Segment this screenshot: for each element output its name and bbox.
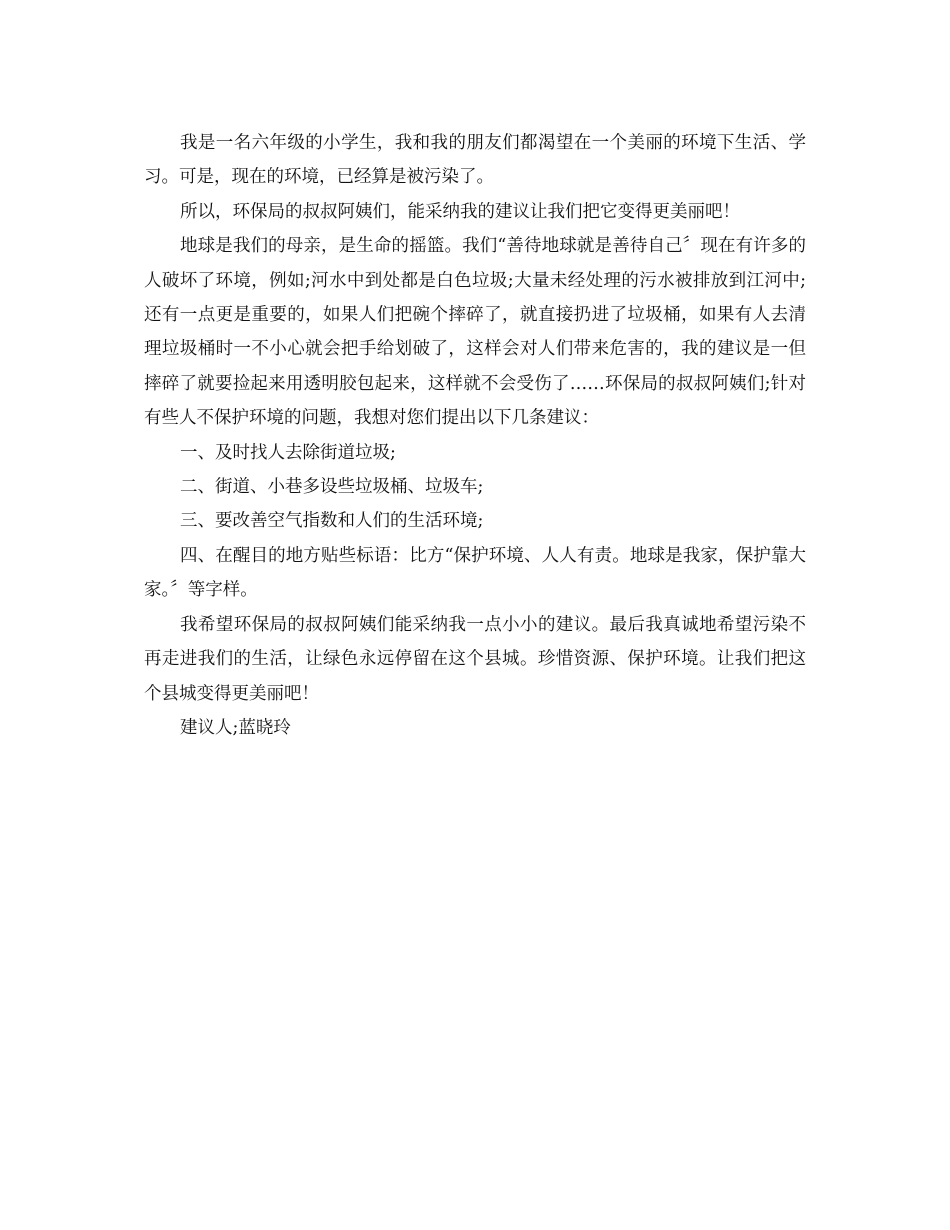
- suggestion-item-3: 三、要改善空气指数和人们的生活环境;: [180, 511, 484, 532]
- paragraph-appeal: 所以，环保局的叔叔阿姨们，能采纳我的建议让我们把它变得更美丽吧！: [180, 201, 740, 222]
- letter-body: [144, 126, 806, 745]
- paragraph-conclusion: 我希望环保局的叔叔阿姨们能采纳我一点小小的建议。最后我真诚地希望污染不再走进我们的生活，让绿色永远停留在这个县城。珍惜资源、保护环境。让我们把这个县城变得更美丽吧！: [144, 614, 806, 704]
- suggestion-item-4: 四、在醒目的地方贴些标语：比方“保护环境、人人有责。地球是我家，保护靠大家。〞等字样。: [144, 545, 806, 601]
- suggestion-item-1: 一、及时找人去除街道垃圾;: [180, 442, 396, 463]
- paragraph-problems: 地球是我们的母亲，是生命的摇篮。我们“善待地球就是善待自己〞现在有许多的人破坏了环境，例如;河水中到处都是白色垃圾;大量未经处理的污水被排放到江河中;还有一点更是重要的，如果人们把碗个摔碎了，就直接扔进了垃圾桶，如果有人去清理垃圾桶时一不小心就会把手给划破了，这样会对人们带来危害的，我的建议是一但摔碎了就要捡起来用透明胶包起来，这样就不会受伤了……环保局的叔叔阿姨们;针对有些人不保护环境的问题，我想对您们提出以下几条建议：: [144, 236, 806, 429]
- paragraph-intro: 我是一名六年级的小学生，我和我的朋友们都渴望在一个美丽的环境下生活、学习。可是，现在的环境，已经算是被污染了。: [144, 133, 806, 188]
- suggestion-item-2: 二、街道、小巷多设些垃圾桶、垃圾车;: [180, 477, 484, 498]
- signature-line: 建议人;蓝晓玲: [180, 717, 291, 738]
